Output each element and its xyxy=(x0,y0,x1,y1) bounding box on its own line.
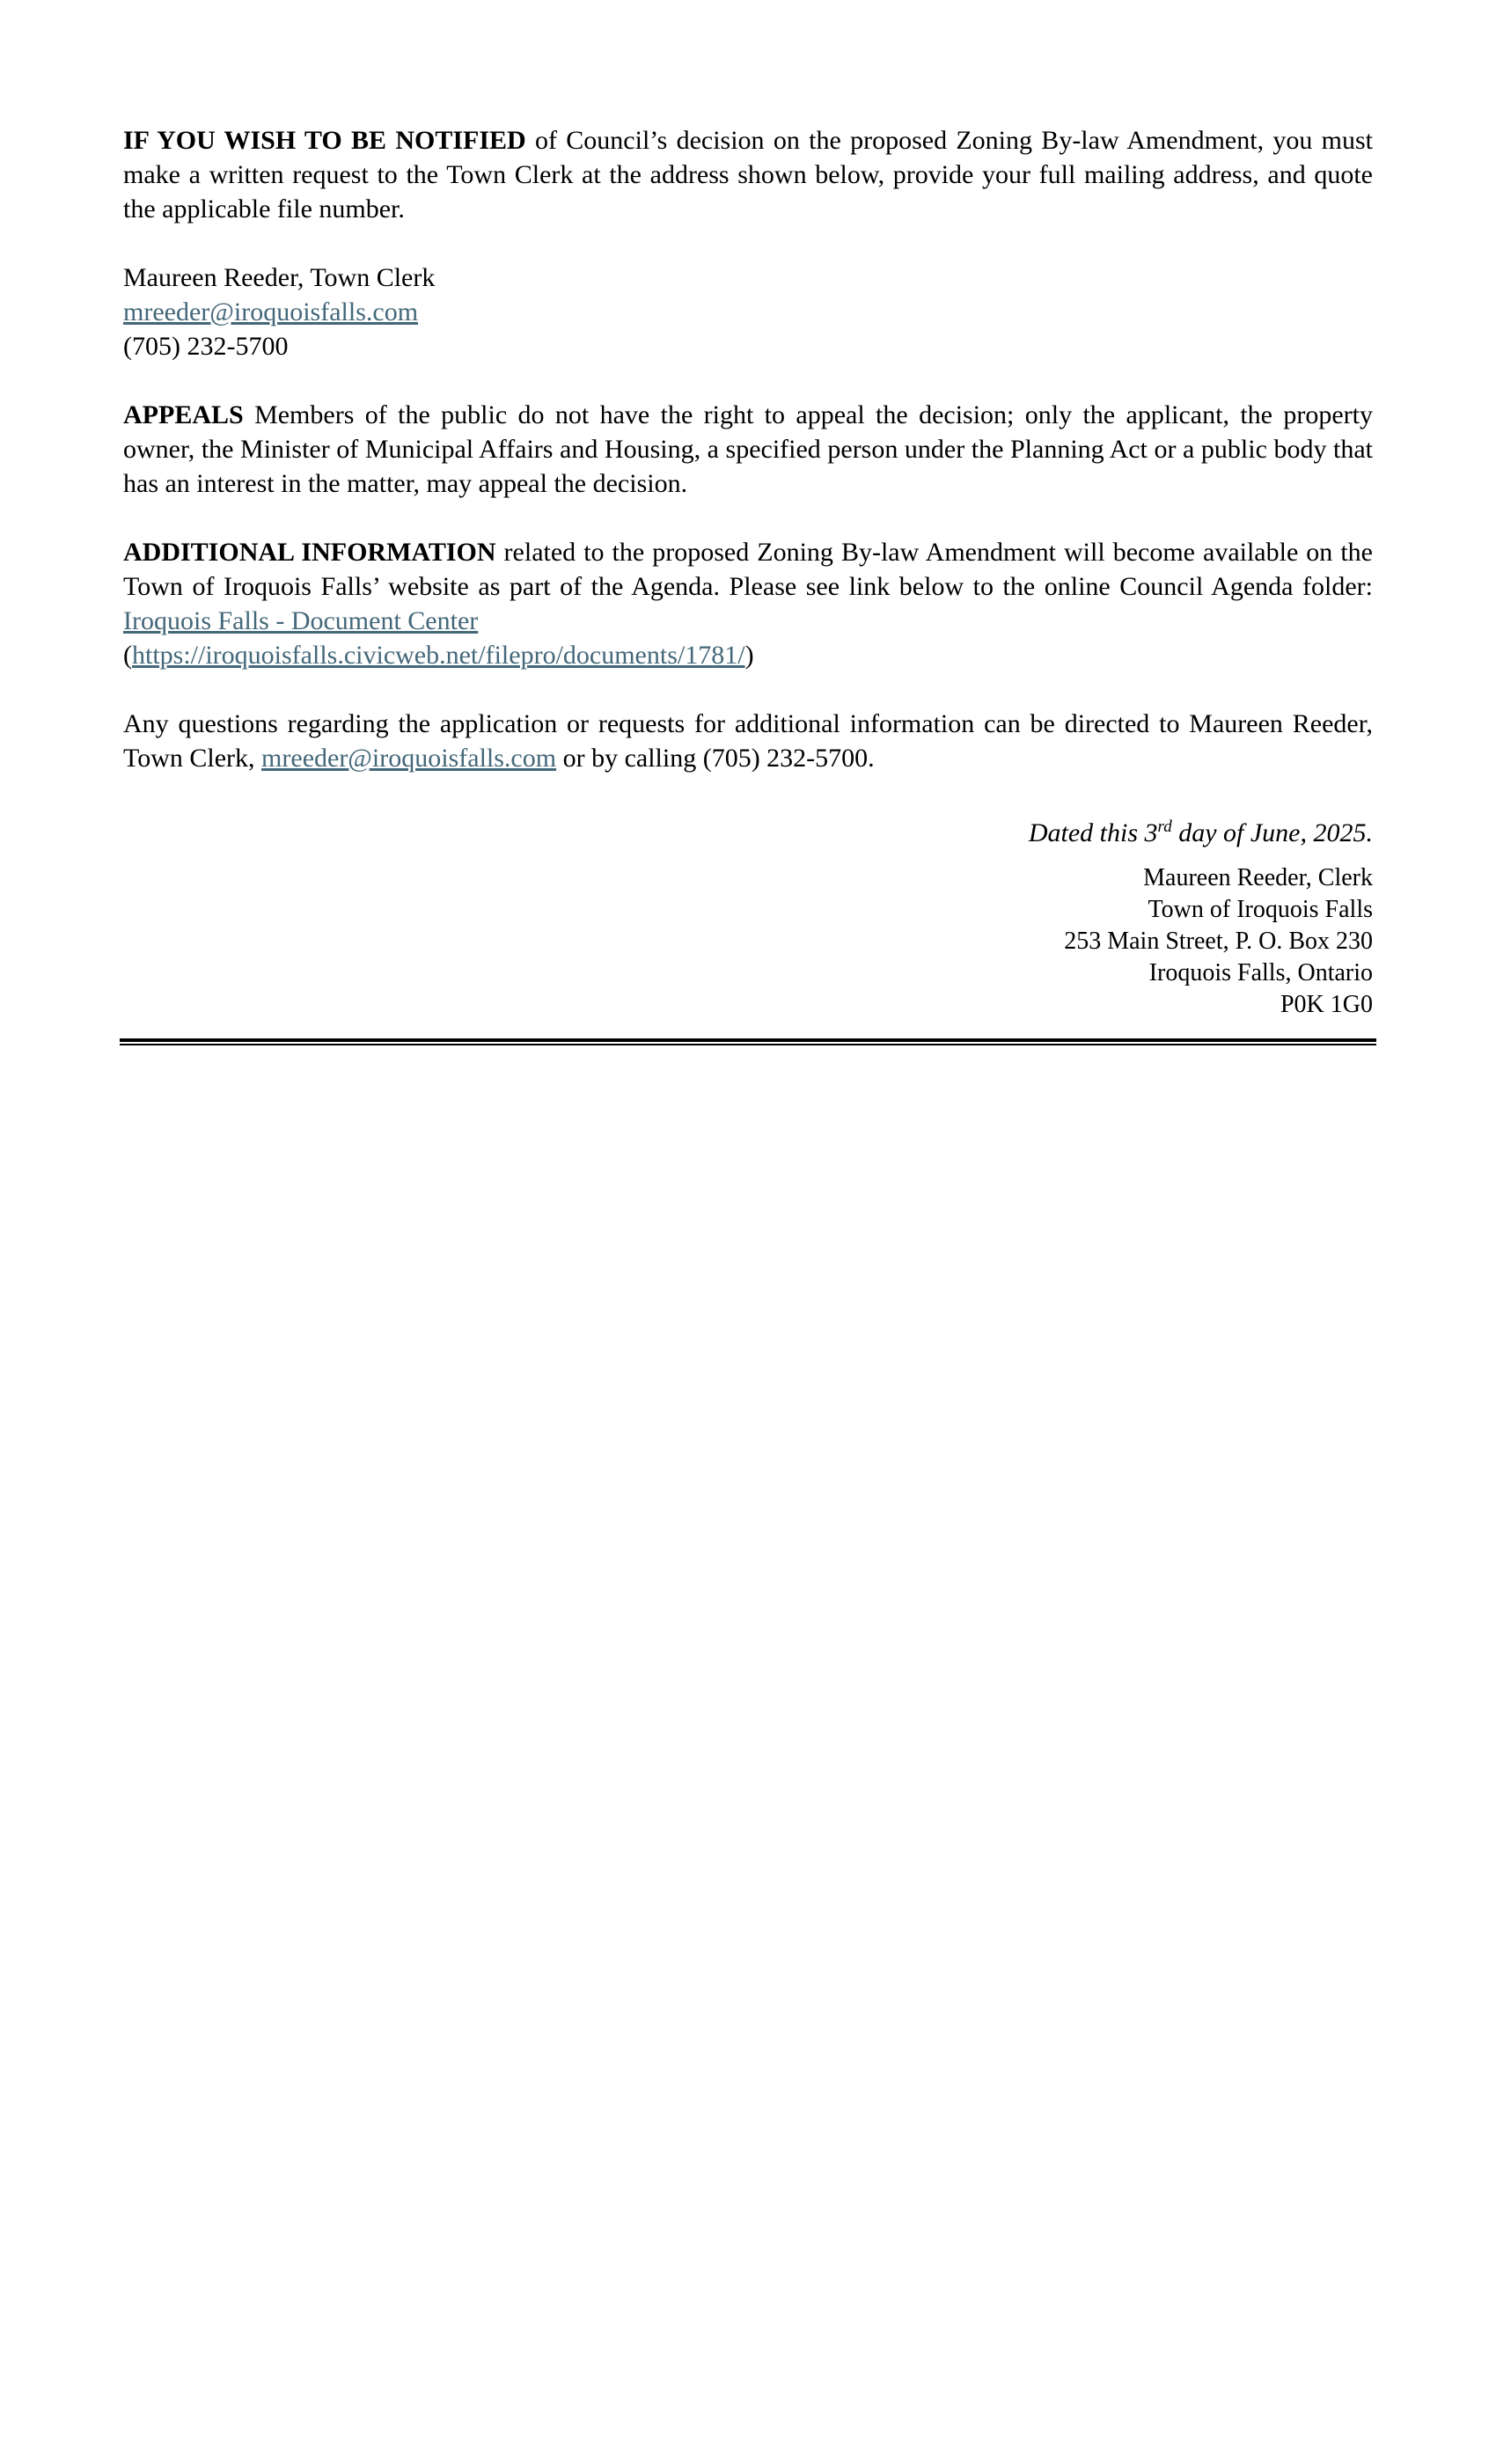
notification-text: of Council’s decision on the proposed Zoning By-law Amendment, you must make a written request to the Town Clerk at the address shown below, provide your full mailing address, and quote the applicable file number. xyxy=(123,126,1373,224)
dated-prefix: Dated this 3 xyxy=(1028,818,1158,847)
questions-text-after: or by calling (705) 232-5700. xyxy=(556,744,875,773)
dated-line xyxy=(123,816,1373,850)
questions-text-before: Any questions regarding the application or requests for additional information can be directed to Maureen Reeder, Town Clerk, xyxy=(123,709,1373,773)
signature-postal-code: P0K 1G0 xyxy=(1280,991,1373,1018)
clerk-email-link[interactable]: mreeder@iroquoisfalls.com xyxy=(123,297,419,326)
appeals-text: Members of the public do not have the right to appeal the decision; only the applicant, the property owner, the Minister of Municipal Affairs and Housing, a specified person under the Planning Act or a public body that has an interest in the matter, may appeal the decision. xyxy=(123,400,1373,498)
appeals-heading: APPEALS xyxy=(123,400,244,429)
signature-block xyxy=(123,816,1373,1021)
clerk-contact-block xyxy=(123,260,1373,363)
clerk-name: Maureen Reeder, Town Clerk xyxy=(123,263,436,292)
closing-rule-thin-line xyxy=(120,1044,1376,1045)
closing-double-rule xyxy=(120,1038,1376,1045)
url-close-paren: ) xyxy=(744,641,754,670)
document-center-link[interactable]: Iroquois Falls - Document Center xyxy=(123,606,479,635)
notification-paragraph xyxy=(123,123,1373,226)
additional-information-paragraph xyxy=(123,535,1373,672)
additional-information-text: related to the proposed Zoning By-law Amendment will become available on the Town of Iroquois Falls’ website as part of the Agenda. Please see link below to the online Council Agenda folder: xyxy=(123,538,1373,601)
signature-municipality: Town of Iroquois Falls xyxy=(1148,896,1373,923)
dated-ordinal-suffix: rd xyxy=(1157,818,1172,836)
dated-suffix: day of June, 2025. xyxy=(1171,818,1373,847)
closing-rule-thick-line xyxy=(120,1038,1376,1042)
url-open-paren: ( xyxy=(123,641,132,670)
questions-paragraph xyxy=(123,707,1373,775)
notification-heading: IF YOU WISH TO BE NOTIFIED xyxy=(123,126,526,155)
signature-name: Maureen Reeder, Clerk xyxy=(1143,864,1373,891)
additional-information-heading: ADDITIONAL INFORMATION xyxy=(123,538,496,567)
signature-street-address: 253 Main Street, P. O. Box 230 xyxy=(1064,928,1373,955)
signature-city-province: Iroquois Falls, Ontario xyxy=(1148,959,1373,986)
document-center-url-link[interactable]: https://iroquoisfalls.civicweb.net/filepro/documents/1781/ xyxy=(132,641,745,670)
questions-email-link[interactable]: mreeder@iroquoisfalls.com xyxy=(261,744,557,773)
clerk-phone: (705) 232-5700 xyxy=(123,332,289,361)
notice-page xyxy=(123,123,1373,1021)
appeals-paragraph xyxy=(123,398,1373,501)
